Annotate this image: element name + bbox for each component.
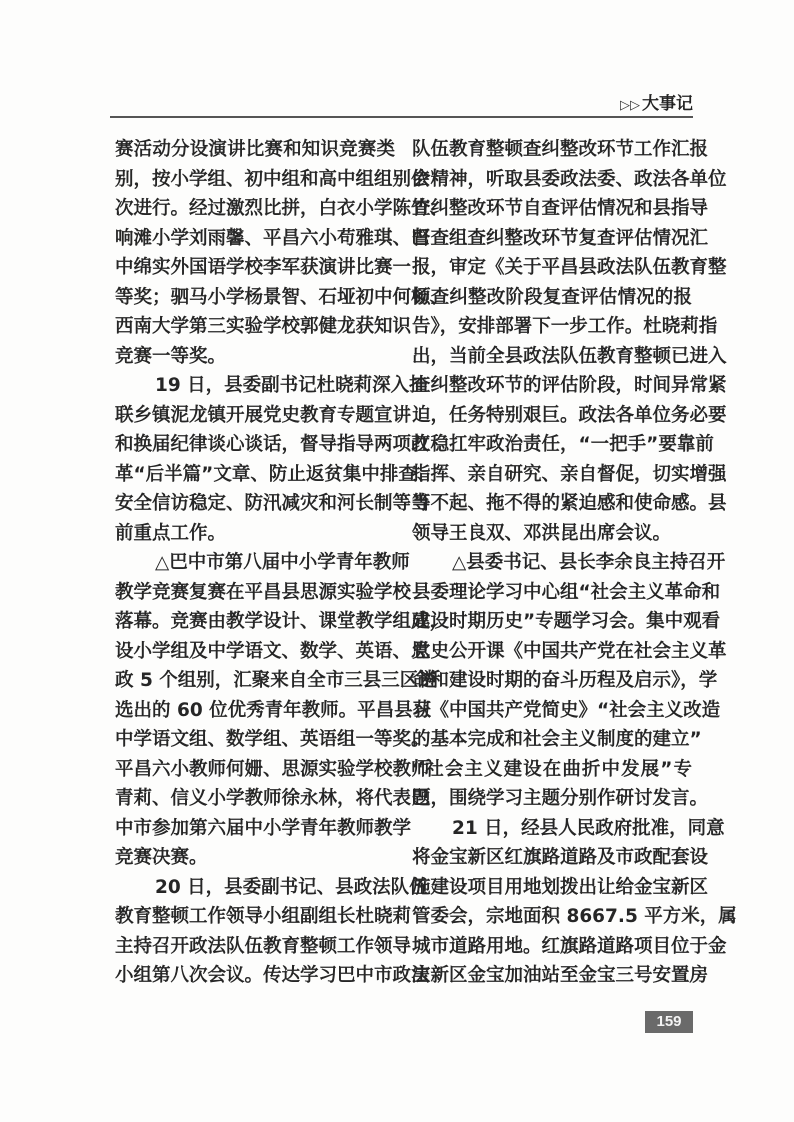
double-triangle-icon: ▷▷ [620,98,640,113]
text-line: 革“后半篇”文章、防止返贫集中排查、 [115,463,436,485]
text-line: 等奖；驷马小学杨景智、石垭初中何杨、 [115,286,449,308]
text-line: 赛活动分设演讲比赛和知识竞赛类 [115,139,395,160]
text-line: 管委会，宗地面积 8667.5 平方米，属 [412,906,737,927]
text-line: 队伍教育整顿查纠整改环节工作汇报 [412,139,709,160]
paragraph [412,814,737,991]
text-line: 告》，安排部署下一步工作。杜晓莉指 [412,316,718,337]
text-line: 施建设项目用地划拨出让给金宝新区 [412,876,709,898]
paragraph [115,135,449,371]
text-line: 竞赛一等奖。 [115,345,227,367]
text-line: △巴中市第八届中小学青年教师 [155,552,410,573]
header-divider [110,116,693,118]
text-line: 查纠整改环节自查评估情况和县指导 [412,198,709,219]
left-column [115,135,449,991]
text-line: 别，按小学组、初中组和高中组组别依 [115,168,430,190]
text-line: 指挥、亲自研究、亲自督促，切实增强 [412,463,727,485]
text-line: 中市参加第六届中小学青年教师教学 [115,817,412,839]
text-line: 政 5 个组别，汇聚来自全市三县三区遴 [115,670,437,691]
text-line: 竞赛决赛。 [115,847,208,868]
text-line: 的基本完成和社会主义制度的建立” [412,729,702,750]
text-line: 县委理论学习中心组“社会主义革命和 [412,581,721,603]
text-line: 命和建设时期的奋斗历程及启示》，学 [412,670,718,691]
text-line: 宝新区金宝加油站至金宝三号安置房 [412,965,709,986]
text-line: 查纠整改环节的评估阶段，时间异常紧 [412,375,727,396]
text-line: 落幕。竞赛由教学设计、课堂教学组成， [115,611,449,632]
text-line: 题，围绕学习主题分别作研讨发言。 [412,788,709,809]
paragraph [412,548,727,814]
text-line: 报，审定《关于平昌县政法队伍教育整 [412,257,727,278]
text-line: 西南大学第三实验学校郭健龙获知识 [115,316,412,337]
running-header [620,89,693,114]
paragraph [412,135,727,548]
text-line: 小组第八次会议。传达学习巴中市政法 [115,965,430,986]
right-column [412,135,737,991]
text-line: 联乡镇泥龙镇开展党史教育专题宣讲 [115,404,412,426]
text-line: 20 日，县委副书记、县政法队伍 [155,876,428,898]
text-line: 中绵实外国语学校李军获演讲比赛一 [115,257,412,278]
paragraph [115,371,436,548]
text-line: 响滩小学刘雨馨、平昌六小苟雅琪、巴 [115,227,430,249]
text-line: 党史公开课《中国共产党在社会主义革 [412,640,727,662]
text-line: 迫，任务特别艰巨。政法各单位务必要 [412,404,727,426]
paragraph [115,873,430,991]
text-line: 教学竞赛复赛在平昌县思源实验学校 [115,581,412,603]
text-line: 前重点工作。 [115,522,227,544]
paragraph [115,548,449,873]
text-line: 21 日，经县人民政府批准，同意 [452,817,725,839]
text-line: 19 日，县委副书记杜晓莉深入挂 [155,375,428,396]
text-line: △县委书记、县长李余良主持召开 [452,552,726,573]
text-line: 领导王良双、邓洪昆出席会议。 [412,522,672,544]
section-title: 大事记 [642,94,693,114]
text-line: 平昌六小教师何姗、思源实验学校教师 [115,758,430,780]
text-line: 中学语文组、数学组、英语组一等奖。 [115,729,430,750]
text-line: 出，当前全县政法队伍教育整顿已进入 [412,345,727,367]
text-line: 主持召开政法队伍教育整顿工作领导 [115,935,412,957]
text-line: 扛稳扛牢政治责任，“一把手”要靠前 [412,434,714,455]
text-line: 会精神，听取县委政法委、政法各单位 [412,168,727,190]
text-line: 督查组查纠整改环节复查评估情况汇 [412,227,709,249]
text-line: “社会主义建设在曲折中发展”专 [412,758,692,780]
text-line: 教育整顿工作领导小组副组长杜晓莉 [115,906,412,927]
text-line: 选出的 60 位优秀青年教师。平昌县获 [115,699,432,721]
text-line: 等不起、拖不得的紧迫感和使命感。县 [412,493,727,514]
text-line: 设小学组及中学语文、数学、英语、思 [115,640,430,662]
text-line: 次进行。经过激烈比拼，白衣小学陈竹、 [115,198,449,219]
text-line: 将金宝新区红旗路道路及市政配套设 [412,847,709,868]
text-line: 安全信访稳定、防汛减灾和河长制等当 [115,493,430,514]
page-number: 159 [645,1011,693,1033]
text-line: 城市道路用地。红旗路道路项目位于金 [412,935,727,957]
text-line: 建设时期历史”专题学习会。集中观看 [412,611,721,632]
text-line: 习《中国共产党简史》“社会主义改造 [412,699,721,721]
text-line: 和换届纪律谈心谈话，督导指导两项改 [115,434,430,455]
text-line: 顿查纠整改阶段复查评估情况的报 [412,286,692,308]
text-line: 青莉、信义小学教师徐永林，将代表巴 [115,788,430,809]
